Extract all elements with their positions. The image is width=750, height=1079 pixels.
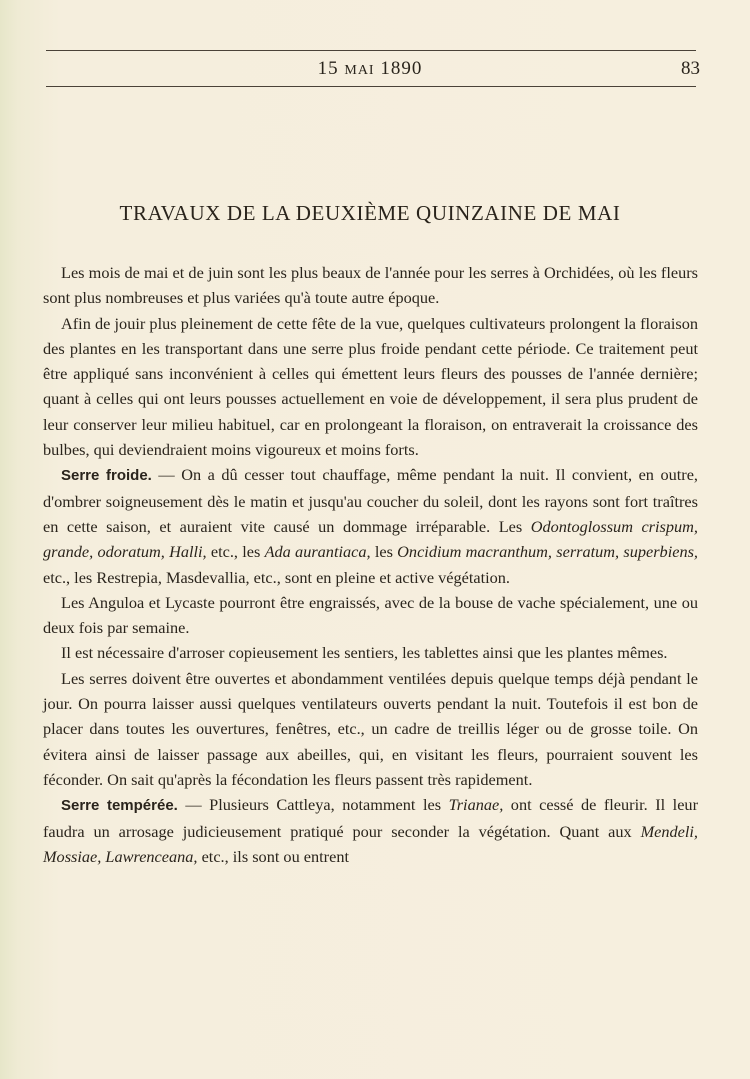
text-run: — Plusieurs Cattleya, notamment les	[177, 795, 449, 815]
date-year: 1890	[380, 58, 423, 79]
species-names: Mendeli, Mossiae, Lawrenceana,	[43, 821, 698, 866]
paragraph: Les serres doivent être ouvertes et abondamment ventilées depuis quelque temps déjà pendant le jour. On pourra laisser aussi quelques ventilateurs ouverts pendant la nuit. Toutefois il est bon de placer dans toutes les ouvertures, fenêtres, etc., un cadre de treillis léger ou de grosse toile. On évitera ainsi de laisser passage aux abeilles, qui, en visitant les fleurs, pourraient souvent les féconder. On sait qu'après la fécondation les fleurs passent très rapidement.	[43, 668, 698, 789]
paragraph: Les mois de mai et de juin sont les plus beaux de l'année pour les serres à Orchidées, où les fleurs sont plus nombreuses et plus variées qu'à toute autre époque.	[43, 263, 698, 308]
text-run: ont cessé de fleurir. Il leur faudra un arrosage judicieusement pratiqué pour seconder la végétation. Quant aux	[43, 795, 698, 841]
species-names: Ada aurantiaca,	[264, 542, 371, 562]
paragraph: Il est nécessaire d'arroser copieusement les sentiers, les tablettes ainsi que les plantes mêmes.	[61, 643, 668, 663]
paragraph	[43, 792, 698, 869]
header-rule-top	[46, 50, 696, 51]
paragraph: Les Anguloa et Lycaste pourront être engraissés, avec de la bouse de vache spécialement, une ou deux fois par semaine.	[43, 592, 698, 638]
date-month: MAI	[344, 63, 375, 78]
date-day: 15	[317, 58, 339, 79]
page-number: 83	[681, 58, 700, 79]
text-run: etc., les Restrepia, Masdevallia, etc., sont en pleine et active végétation.	[43, 567, 511, 587]
text-run: — On a dû cesser tout chauffage, même pendant la nuit. Il convient, en outre, d'ombrer soigneusement dès le matin et jusqu'au coucher du soleil, dont les rayons sont fort traîtres en cette saison, et auraient vite causé un dommage irréparable. Les	[43, 465, 698, 536]
running-head-date	[0, 58, 740, 80]
text-run: les	[370, 542, 398, 562]
species-names: Oncidium macranthum, serratum, superbiens,	[397, 542, 698, 562]
species-names: Trianae,	[448, 795, 504, 815]
text-run: etc., ils sont ou entrent	[197, 846, 349, 866]
article-title: TRAVAUX DE LA DEUXIÈME QUINZAINE DE MAI	[119, 201, 621, 225]
section-heading: Serre tempérée.	[61, 797, 178, 815]
paragraph	[43, 462, 698, 589]
species-names: Odontoglossum crispum, grande, odoratum, Halli,	[43, 516, 698, 562]
article-body	[43, 260, 698, 869]
text-run: etc., les	[206, 542, 265, 562]
header-rule-bottom	[46, 86, 696, 87]
section-heading: Serre froide.	[61, 467, 152, 485]
paragraph: Afin de jouir plus pleinement de cette fête de la vue, quelques cultivateurs prolongent la floraison des plantes en les transportant dans une serre plus froide pendant cette période. Ce traitement peut être appliqué sans inconvénient à celles qui émettent leurs fleurs des pousses de l'année dernière; quant à celles qui ont leurs pousses actuellement en voie de développement, il sera plus prudent de leur conserver leur milieu habituel, car en prolongeant la floraison, on entraverait la croissance des bulbes, qui deviendraient moins vigoureux et moins forts.	[43, 313, 698, 460]
